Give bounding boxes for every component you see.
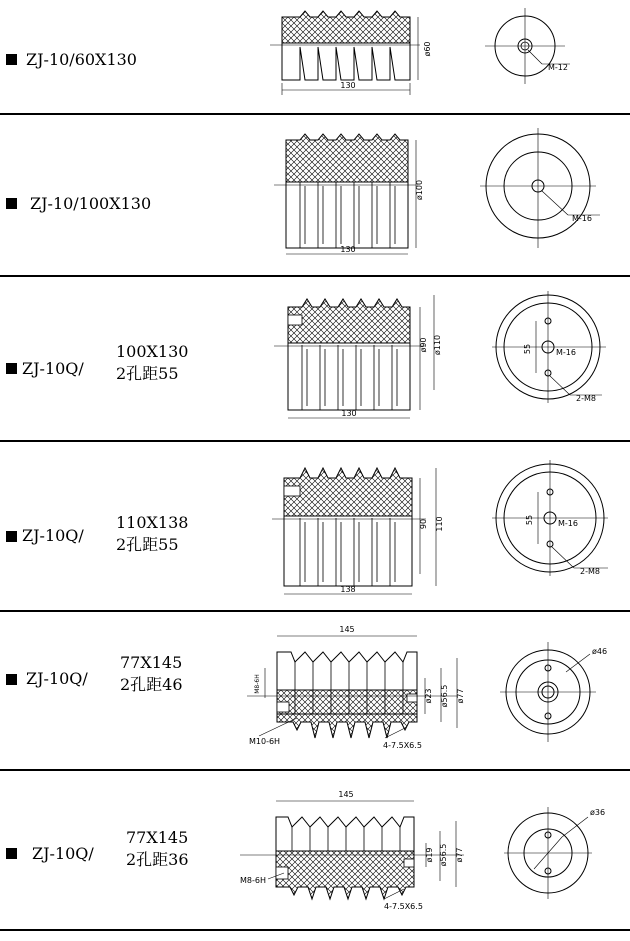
model-label: ZJ-10Q/ <box>32 844 94 863</box>
length-dimension: 138 <box>340 585 356 594</box>
inner-diameter-dimension: 90 <box>419 518 428 530</box>
bullet-square <box>6 848 17 859</box>
diameter-dimension: ø110 <box>433 334 442 356</box>
spec-hole-spacing: 2孔距46 <box>120 675 183 694</box>
bolt-circle-label: ø46 <box>592 647 608 656</box>
product-row-6 <box>0 771 630 929</box>
d2-dimension: ø56.5 <box>439 843 448 867</box>
diameter-dimension: ø60 <box>423 41 432 57</box>
slots-label: 4-7.5X6.5 <box>384 902 423 911</box>
length-dimension: 145 <box>339 625 355 634</box>
product-row-3 <box>0 277 630 440</box>
bullet-square <box>6 674 17 685</box>
holes-label: 2-M8 <box>580 567 600 576</box>
model-label: ZJ-10/100X130 <box>30 194 152 213</box>
holes-label: 2-M8 <box>576 394 596 403</box>
thread-label: M-16 <box>556 348 576 357</box>
end-view-drawing <box>478 123 608 263</box>
end-view-drawing <box>490 287 620 422</box>
side-view-drawing <box>238 781 478 921</box>
end-view-drawing <box>500 636 625 756</box>
end-view-drawing <box>480 8 590 98</box>
product-row-2 <box>0 115 630 275</box>
inner-diameter-dimension: ø90 <box>419 337 428 353</box>
end-view-drawing <box>490 456 620 596</box>
spec-size: 110X138 <box>116 513 189 532</box>
spec-hole-spacing: 2孔距55 <box>116 535 179 554</box>
side-view-drawing <box>245 618 475 763</box>
length-dimension: 130 <box>341 409 357 418</box>
product-row-4 <box>0 442 630 610</box>
spec-hole-spacing: 2孔距55 <box>116 364 179 383</box>
spacing-dimension: 55 <box>525 514 534 526</box>
row-divider <box>0 929 630 931</box>
spec-size: 77X145 <box>126 828 189 847</box>
slots-label: 4-7.5X6.5 <box>383 741 422 750</box>
side-view-drawing <box>270 120 445 265</box>
length-dimension: 130 <box>340 81 356 90</box>
spacing-dimension: 55 <box>523 343 532 355</box>
spec-size: 100X130 <box>116 342 189 361</box>
bullet-square <box>6 54 17 65</box>
d2-dimension: ø56.5 <box>440 684 449 708</box>
bottom-thread-label: M8-6H <box>240 876 266 885</box>
side-view-drawing <box>270 285 450 430</box>
d1-dimension: ø19 <box>425 847 434 863</box>
model-label: ZJ-10Q/ <box>26 669 88 688</box>
diameter-dimension: ø100 <box>415 179 424 201</box>
diameter-dimension: 110 <box>435 516 444 532</box>
thread-label: M-16 <box>558 519 578 528</box>
bullet-square <box>6 363 17 374</box>
side-view-drawing <box>270 454 450 602</box>
thread-label: M-12 <box>548 63 568 72</box>
d1-dimension: ø23 <box>424 688 433 704</box>
side-view-drawing <box>270 5 440 100</box>
length-dimension: 130 <box>340 245 356 254</box>
thread-label: M-16 <box>572 214 592 223</box>
spec-hole-spacing: 2孔距36 <box>126 850 189 869</box>
d3-dimension: ø77 <box>455 847 464 863</box>
bullet-square <box>6 198 17 209</box>
side-bolt-label: M8-6H <box>254 674 261 694</box>
bullet-square <box>6 531 17 542</box>
model-label: ZJ-10/60X130 <box>26 50 137 69</box>
product-row-5 <box>0 612 630 769</box>
end-view-drawing <box>504 801 624 913</box>
length-dimension: 145 <box>338 790 354 799</box>
product-row-1 <box>0 0 630 113</box>
bottom-thread-label: M10-6H <box>249 737 281 746</box>
bolt-circle-label: ø36 <box>590 808 606 817</box>
d3-dimension: ø77 <box>456 688 465 704</box>
model-label: ZJ-10Q/ <box>22 526 84 545</box>
model-label: ZJ-10Q/ <box>22 359 84 378</box>
spec-size: 77X145 <box>120 653 183 672</box>
